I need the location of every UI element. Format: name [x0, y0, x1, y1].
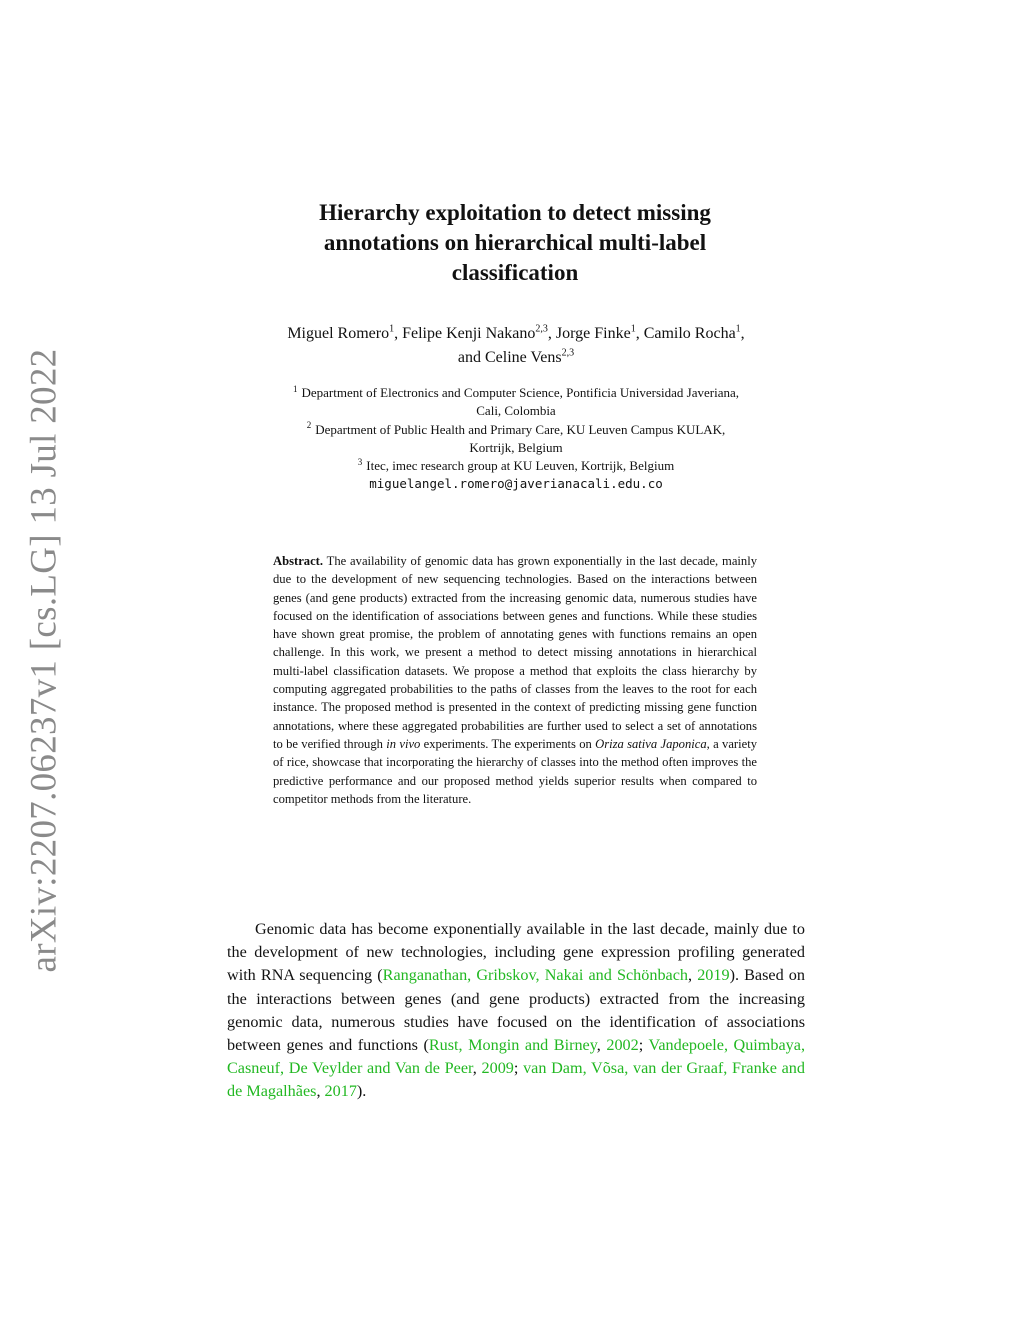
citation-year-link[interactable]: 2009 [481, 1059, 514, 1078]
abstract-label: Abstract. [273, 554, 324, 568]
affiliation-3: $^3$ Itec, imec research group at KU Leuven, Kortrijk, Belgium [357, 456, 675, 474]
abstract [273, 552, 757, 808]
affiliation-1: $^1$ Department of Electronics and Computer Science, Pontificia Universidad Javeriana, [292, 383, 740, 400]
arxiv-stamp-text: arXiv:2207.06237v1 [cs.LG] 13 Jul 2022 [23, 348, 65, 972]
author-name: Camilo Rocha [643, 325, 736, 342]
author-list [218, 322, 814, 370]
title-line: classification [451, 260, 579, 285]
abstract-species: Oriza sativa Japonica [595, 736, 707, 751]
intro-paragraph: Genomic data has become exponentially available in the last decade, mainly due to the development of new technologies, including gene expression profiling generated with RNA sequencing (Ranganathan, Gribskov, Nakai and Schönbach, 2019). Based on the interactions between genes (and gene products) extracted from the increasing genomic data, numerous studies have focused on the identification of associations between genes and functions (Rust, Mongin and Birney, 2002; Vandepoele, Quimbaya, Casneuf, De Veylder and Van de Peer, 2009; van Dam, Võsa, van der Graaf, Franke and de Magalhães, 2017). [227, 920, 805, 1101]
citation-link[interactable]: Rust, Mongin and Birney [428, 1036, 597, 1055]
authors-line-1: Miguel Romero$^1$, Felipe Kenji Nakano$^{2,3}$, Jorge Finke$^1$, Camilo Rocha$^1$, [287, 323, 745, 342]
citation-year-link[interactable]: 2002 [606, 1036, 639, 1055]
affiliations [218, 384, 814, 494]
author-affil-sup: 2,3 [561, 347, 575, 359]
title-line: annotations on hierarchical multi-label [323, 230, 707, 255]
citation-link[interactable]: van Dam, Võsa, van der Graaf, Franke and de Magalhães [227, 1059, 805, 1101]
abstract-text: , a variety of rice, showcase that incorporating the hierarchy of classes into the method often improves the predictive performance and our proposed method yields superior results when compared to competitor methods from the literature. [273, 736, 757, 806]
title-line: Hierarchy exploitation to detect missing [319, 200, 711, 225]
abstract-text: experiments. The experiments on [423, 736, 592, 751]
citation-link[interactable]: Vandepoele, Quimbaya, Casneuf, De Veylder and Van de Peer [227, 1036, 805, 1078]
author-name: Felipe Kenji Nakano [402, 325, 536, 342]
affiliation-1-cont: Cali, Colombia [476, 403, 556, 419]
affiliation-2-cont: Kortrijk, Belgium [469, 439, 563, 455]
citation-link[interactable]: Ranganathan, Gribskov, Nakai and Schönbach [382, 966, 689, 985]
author-affil-sup: 1 [630, 323, 636, 335]
author-affil-sup: 1 [389, 323, 395, 335]
author-name: Jorge Finke [555, 325, 631, 342]
author-name: Miguel Romero [287, 325, 390, 342]
citation-year-link[interactable]: 2017 [324, 1082, 357, 1101]
abstract-italic: in vivo [386, 736, 421, 751]
citation-year-link[interactable]: 2019 [697, 966, 730, 985]
authors-line-2 [218, 346, 814, 370]
arxiv-identifier-stamp [14, 348, 74, 972]
abstract-text: The availability of genomic data has grown exponentially in the last decade, mainly due to the development of new sequencing technologies. Based on the interactions between genes (and gene products) extracted from the increasing genomic data, numerous studies have focused on the identification of associations between genes and functions. While these studies have shown great promise, the problem of annotating genes with functions remains an open challenge. In this work, we present a method to detect missing annotations in hierarchical multi-label classification datasets. We propose a method that exploits the class hierarchy by computing aggregated probabilities to the paths of classes from the leaves to the root for each instance. The proposed method is presented in the context of predicting missing gene function annotations, where these aggregated probabilities are further used to select a set of annotations to be verified through [273, 554, 758, 751]
author-affil-sup: 1 [735, 323, 741, 335]
contact-email: miguelangel.romero@javerianacali.edu.co [369, 476, 663, 492]
author-name: and Celine Vens [457, 349, 562, 366]
author-affil-sup: 2,3 [535, 323, 548, 335]
affiliation-2: $^2$ Department of Public Health and Primary Care, KU Leuven Campus KULAK, [306, 420, 726, 437]
paper-title [230, 198, 800, 288]
